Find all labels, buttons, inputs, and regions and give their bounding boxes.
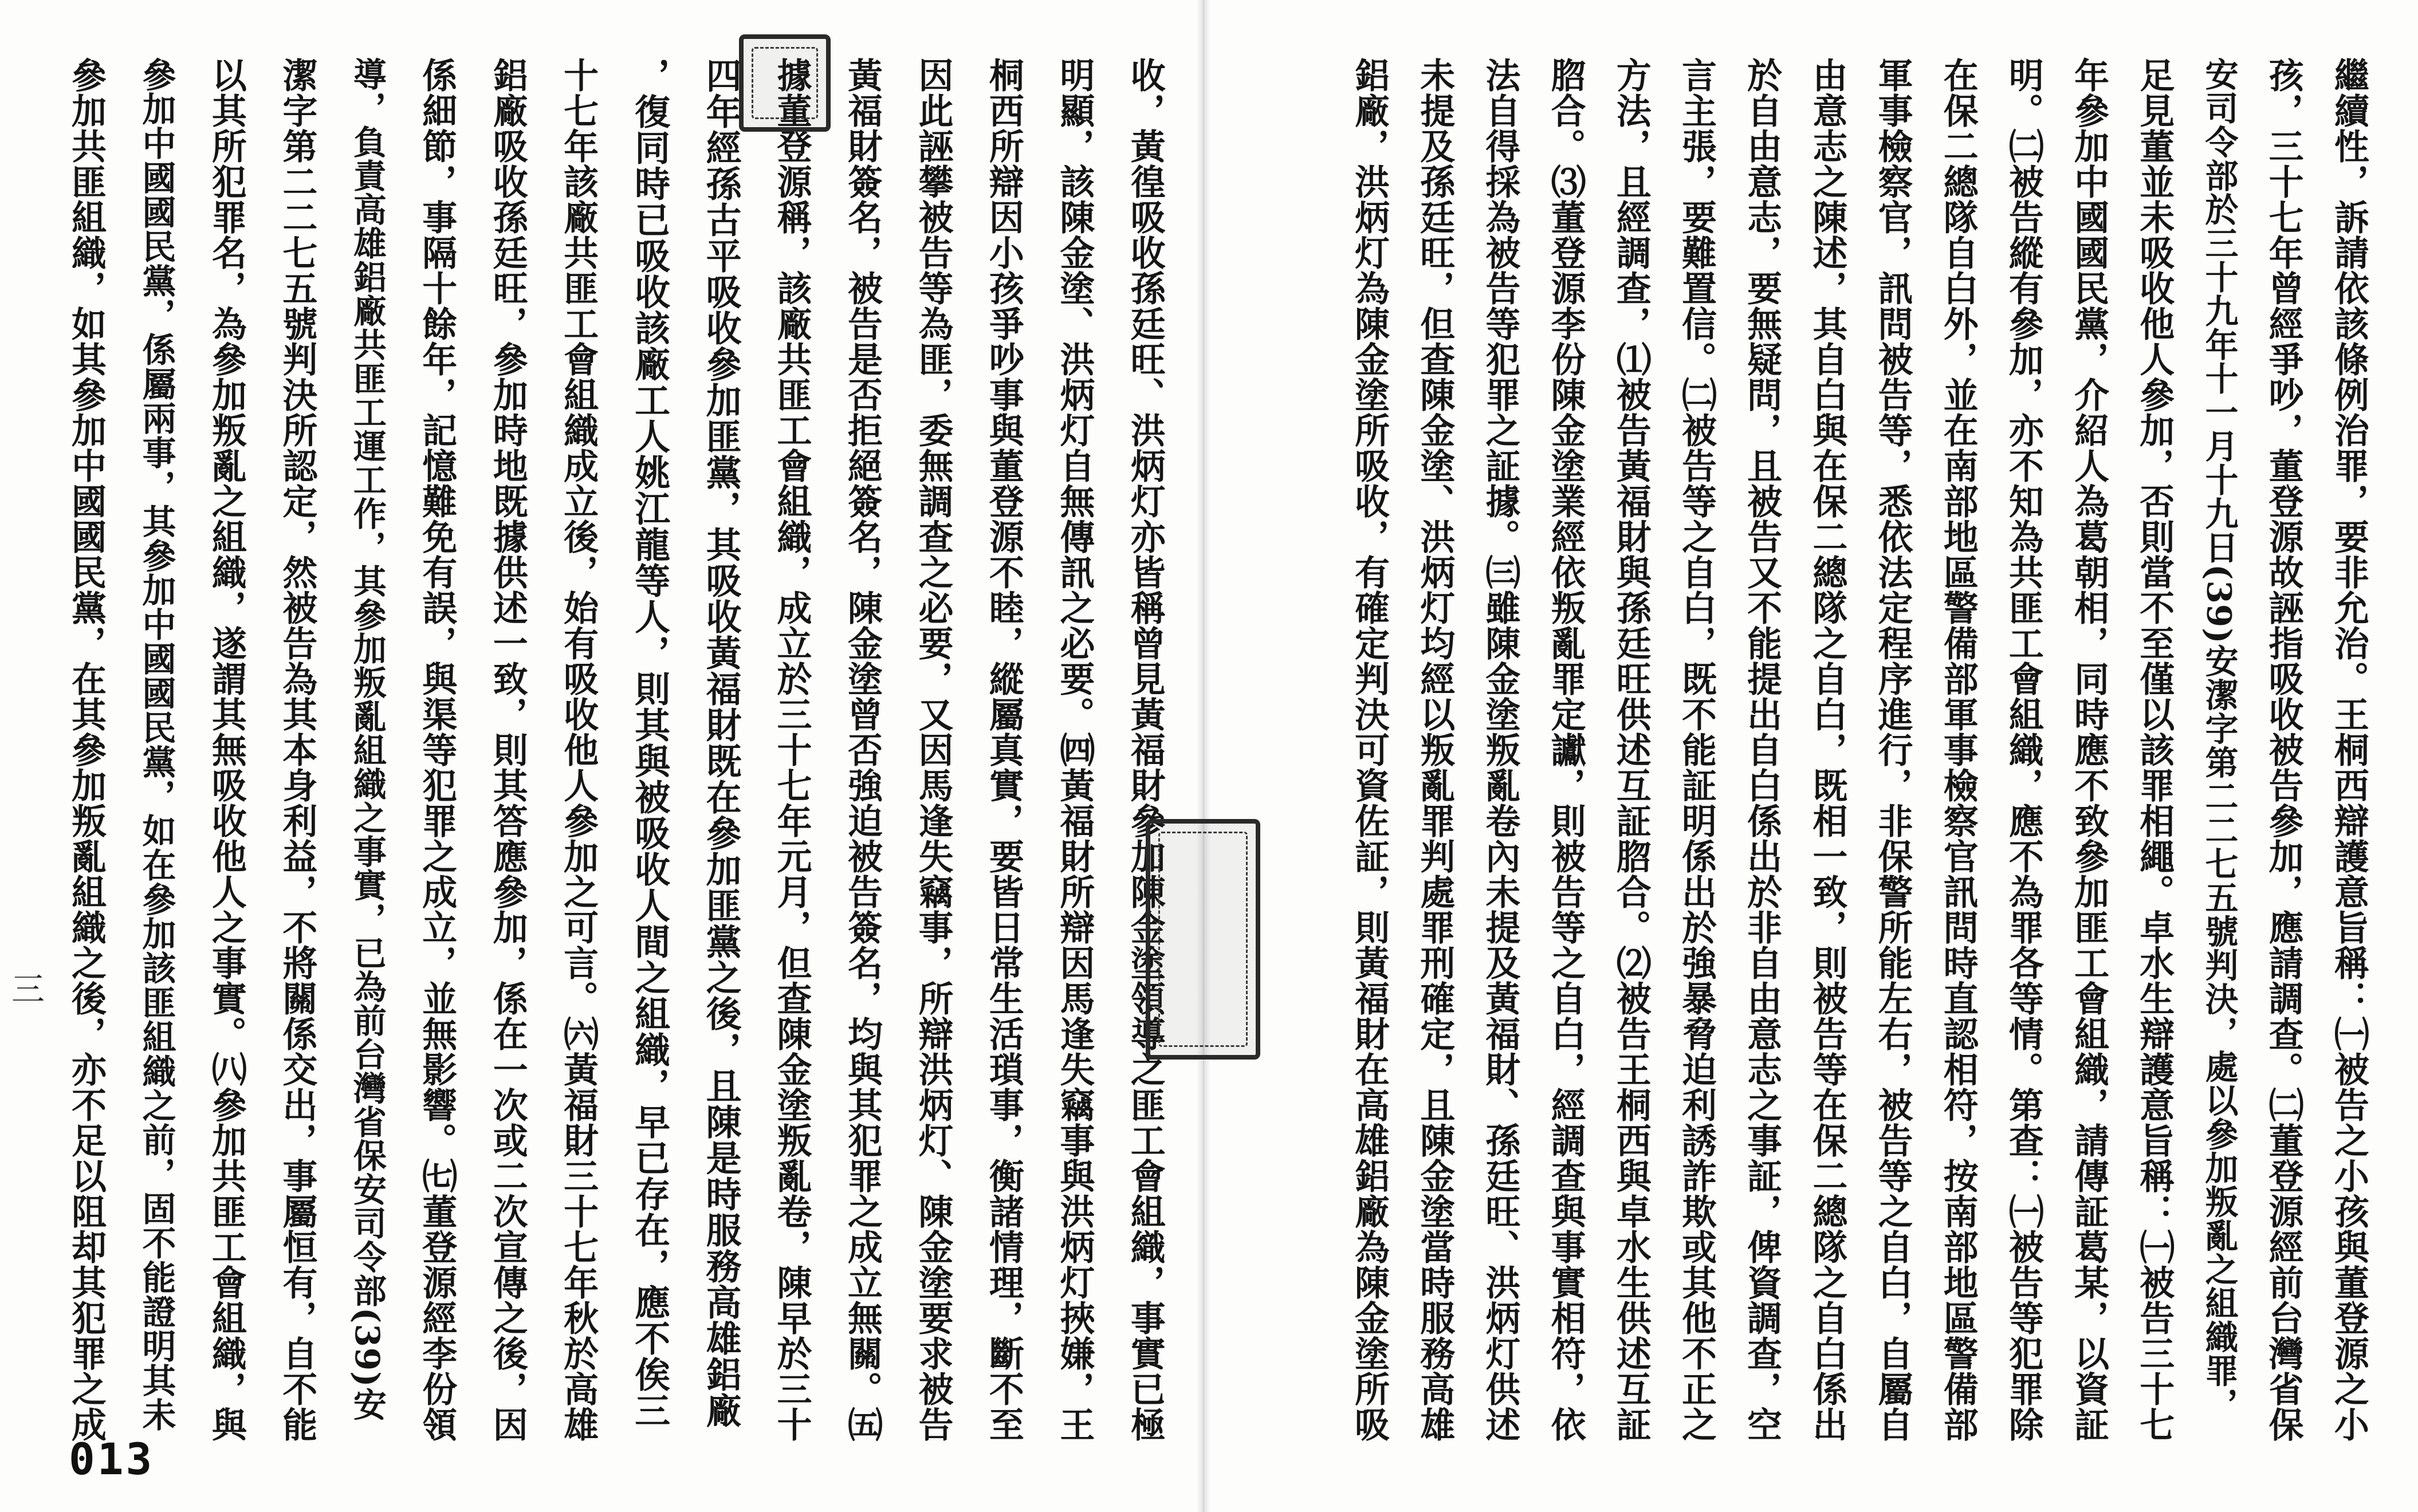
- text-column: 參加中國國民黨，係屬兩事，其參加中國國民黨，如在參加該匪組織之前，固不能證明其未: [136, 57, 176, 1432]
- text-column: 在保二總隊自白外，並在南部地區警備部軍事檢察官訊問時直認相符，按南部地區警備部: [1937, 57, 1979, 1442]
- text-column: 參加共匪組織，如其參加中國國民黨，在其參加叛亂組織之後，亦不足以阻却其犯罪之成: [66, 57, 107, 1442]
- page-number: 013: [69, 1434, 155, 1485]
- text-column: 繼續性，訴請依該條例治罪，要非允治。王桐西辯護意旨稱：㈠被告之小孩與董登源之小: [2328, 57, 2369, 1442]
- text-column: 鋁廠，洪炳灯為陳金塗所吸收，有確定判決可資佐証，則黃福財在高雄鋁廠為陳金塗所吸: [1349, 57, 1390, 1442]
- text-column: 法自得採為被告等犯罪之証據。㈢雖陳金塗叛亂卷內未提及黃福財、孫廷旺、洪炳灯供述: [1480, 57, 1521, 1442]
- text-column: 因此誣攀被告等為匪，委無調查之必要，又因馬逢失竊事，所辯洪炳灯、陳金塗要求被告: [913, 57, 954, 1442]
- text-column: 明顯，該陳金塗、洪炳灯自無傳訊之必要。㈣黃福財所辯因馬逢失竊事與洪炳灯挾嫌，王: [1054, 57, 1095, 1442]
- right-page: [1209, 0, 2418, 1512]
- text-column: 四年經孫古平吸收參加匪黨，其吸收黃福財既在參加匪黨之後，且陳是時服務高雄鋁廠: [700, 57, 742, 1428]
- left-text-block: [66, 57, 1166, 1443]
- text-column: 由意志之陳述，其自白與在保二總隊之自白，既相一致，則被告等在保二總隊之自白係出: [1807, 57, 1848, 1442]
- left-page: [0, 0, 1197, 1512]
- text-column: 明。㈡被告縱有參加，亦不知為共匪工會組織，應不為罪各等情。第查：㈠被告等犯罪除: [2003, 57, 2044, 1442]
- text-column: 言主張，要難置信。㈡被告等之自白，既不能証明係出於強暴脅迫利誘詐欺或其他不正之: [1676, 57, 1717, 1442]
- text-column: 鋁廠吸收孫廷旺，參加時地既據供述一致，則其答應參加，係在一次或二次宣傳之後，因: [487, 57, 528, 1442]
- text-column: ，復同時已吸收該廠工人姚江龍等人，則其與被吸收人間之組織，早已存在，應不俟三: [628, 57, 671, 1428]
- text-column: 係細節，事隔十餘年，記憶難免有誤，與渠等犯罪之成立，並無影響。㈦董登源經李份領: [416, 57, 458, 1442]
- official-seal-stamp: [739, 34, 831, 132]
- text-column: 黃福財簽名，被告是否拒絕簽名，陳金塗曾否強迫被告簽名，均與其犯罪之成立無關。㈤: [842, 57, 883, 1442]
- text-column: 據董登源稱，該廠共匪工會組織，成立於三十七年元月，但查陳金塗叛亂卷，陳早於三十: [771, 57, 812, 1442]
- text-column: 孩，三十七年曾經爭吵，董登源故誣指吸收被告參加，應請調查。㈡董登源經前台灣省保: [2263, 57, 2304, 1442]
- text-column: 安司令部於三十九年十一月十九日(39)安潔字第二二七五號判決，處以參加叛亂之組織罪，: [2199, 57, 2239, 1422]
- text-column: 年參加中國國民黨，介紹人為葛朝相，同時應不致參加匪工會組織，請傳証葛某，以資証: [2069, 57, 2110, 1442]
- text-column: 未提及孫廷旺，但查陳金塗、洪炳灯均經以叛亂罪判處罪刑確定，且陳金塗當時服務高雄: [1414, 57, 1456, 1442]
- text-column: 方法，且經調查，⑴被告黃福財與孫廷旺供述互証脗合。⑵被告王桐西與卓水生供述互証: [1610, 57, 1652, 1442]
- text-column: 桐西所辯因小孩爭吵事與董登源不睦，縱屬真實，要皆日常生活瑣事，衡諸情理，斷不至: [983, 57, 1024, 1442]
- right-text-block: [1349, 57, 2369, 1443]
- text-column: 以其所犯罪名，為參加叛亂之組織，遂謂其無吸收他人之事實。㈧參加共匪工會組織，與: [206, 57, 247, 1442]
- text-column: 導，負責高雄鋁廠共匪工運工作，其參加叛亂組織之事實，已為前台灣省保安司令部(39)安: [347, 57, 387, 1422]
- text-column: 脗合。⑶董登源李份陳金塗業經依叛亂罪定讞，則被告等之自白，經調查與事實相符，依: [1545, 57, 1586, 1442]
- text-column: 十七年該廠共匪工會組織成立後，始有吸收他人參加之可言。㈥黃福財三十七年秋於高雄: [558, 57, 599, 1442]
- text-column: 軍事檢察官，訊問被告等，悉依法定程序進行，非保警所能左右，被告等之自白，自屬自: [1872, 57, 1913, 1442]
- text-column: 收，黃徨吸收孫廷旺、洪炳灯亦皆稱曾見黃福財參加陳金塗領導之匪工會組織，事實已極: [1125, 57, 1166, 1442]
- text-column: 足見董並未吸收他人參加，否則當不至僅以該罪相繩。卓水生辯護意旨稱：㈠被告三十七: [2134, 57, 2175, 1442]
- text-column: 於自由意志，要無疑問，且被告又不能提出自白係出於非自由意志之事証，俾資調查，空: [1741, 57, 1783, 1442]
- text-column: 潔字第二二七五號判決所認定，然被告為其本身利益，不將關係交出，事屬恒有，自不能: [277, 57, 318, 1442]
- folio-mark: 三: [11, 970, 45, 1009]
